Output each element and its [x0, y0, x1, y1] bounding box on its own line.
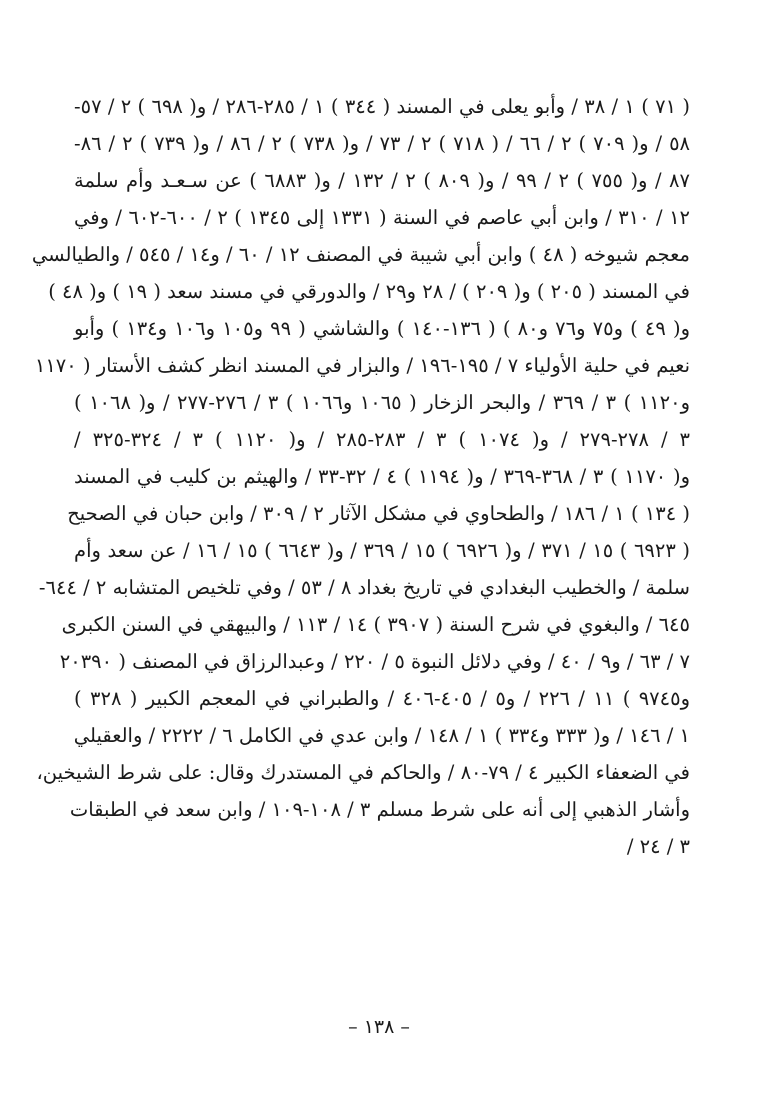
page-number: – ١٣٨ – [348, 1016, 410, 1038]
footnote-text-block [31, 88, 691, 865]
text-line: وأشار الذهبي إلى أنه على شرط مسلم ٣ / ١٠٨-١٠٩ / وابن سعد في الطبقات [69, 798, 690, 821]
text-line: ٦٤٥ / والبغوي في شرح السنة ( ٣٩٠٧ ) ١٤ / ١١٣ / والبيهقي في السنن الكبرى [61, 613, 690, 636]
text-line: و( ١١٧٠ ) ٣ / ٣٦٨-٣٦٩ / و( ١١٩٤ ) ٤ / ٣٢-٣٣ / والهيثم بن كليب في المسند [74, 465, 690, 488]
text-line: ١ / ١٤٦ / و( ٣٣٣ و٣٣٤ ) ١ / ١٤٨ / وابن عدي في الكامل ٦ / ٢٢٢٢ / والعقيلي [73, 724, 690, 747]
text-line: و٩٧٤٥ ) ١١ / ٢٢٦ / و٥ / ٤٠٥-٤٠٦ / والطبراني في المعجم الكبير ( ٣٢٨ ) [74, 687, 691, 710]
text-line-last: ٣ / ٢٤ / [626, 835, 690, 858]
text-line: و( ٤٩ ) و٧٥ و٧٦ و٨٠ ) ( ١٣٦-١٤٠ ) والشاشي ( ٩٩ و١٠٥ و١٠٦ و١٣٤ ) وأبو [74, 317, 691, 340]
text-line: ( ١٣٤ ) ١ / ١٨٦ / والطحاوي في مشكل الآثار ٢ / ٣٠٩ / وابن حبان في الصحيح [67, 502, 690, 525]
text-line: ٧ / ٦٣ / و٩ / ٤٠ / وفي دلائل النبوة ٥ / ٢٢٠ / وعبدالرزاق في المصنف ( ٢٠٣٩٠ [59, 650, 690, 673]
text-line: في المسند ( ٢٠٥ ) و( ٢٠٩ ) / ٢٨ و٢٩ / والدورقي في مسند سعد ( ١٩ ) و( ٤٨ ) [48, 280, 690, 303]
text-line: نعيم في حلية الأولياء ٧ / ١٩٥-١٩٦ / والبزار في المسند انظر كشف الأستار ( ١١٧٠ [34, 354, 690, 377]
text-line: ٥٨ / و( ٧٠٩ ) ٢ / ٦٦ / ( ٧١٨ ) ٢ / ٧٣ / و( ٧٣٨ ) ٢ / ٨٦ / و( ٧٣٩ ) ٢ / ٨٦- [74, 132, 691, 155]
text-line: ٣ / ٢٧٨-٢٧٩ / و( ١٠٧٤ ) ٣ / ٢٨٣-٢٨٥ / و( ١١٢٠ ) ٣ / ٣٢٤-٣٢٥ / [74, 428, 690, 451]
text-line: في الضعفاء الكبير ٤ / ٧٩-٨٠ / والحاكم في المستدرك وقال: على شرط الشيخين، [36, 761, 690, 784]
text-line: ( ٦٩٢٣ ) ١٥ / ٣٧١ / و( ٦٩٢٦ ) ١٥ / ٣٦٩ / و( ٦٦٤٣ ) ١٥ / ١٦ / عن سعد وأم [74, 539, 690, 562]
text-line: ( ٧١ ) ١ / ٣٨ / وأبو يعلى في المسند ( ٣٤٤ ) ١ / ٢٨٥-٢٨٦ / و( ٦٩٨ ) ٢ / ٥٧- [74, 95, 691, 118]
text-line: ٨٧ / و( ٧٥٥ ) ٢ / ٩٩ / و( ٨٠٩ ) ٢ / ١٣٢ / و( ٦٨٨٣ ) عن سـعـد وأم سلمة [74, 169, 690, 192]
text-line: و١١٢٠ ) ٣ / ٣٦٩ / والبحر الزخار ( ١٠٦٥ و١٠٦٦ ) ٣ / ٢٧٦-٢٧٧ / و( ١٠٦٨ ) [74, 391, 690, 414]
text-line: سلمة / والخطيب البغدادي في تاريخ بغداد ٨ / ٥٣ / وفي تلخيص المتشابه ٢ / ٦٤٤- [38, 576, 690, 599]
text-line: معجم شيوخه ( ٤٨ ) وابن أبي شيبة في المصنف ١٢ / ٦٠ / و١٤ / ٥٤٥ / والطيالسي [31, 243, 690, 266]
text-line: ١٢ / ٣١٠ / وابن أبي عاصم في السنة ( ١٣٣١ إلى ١٣٤٥ ) ٢ / ٦٠٠-٦٠٢ / وفي [74, 206, 691, 229]
